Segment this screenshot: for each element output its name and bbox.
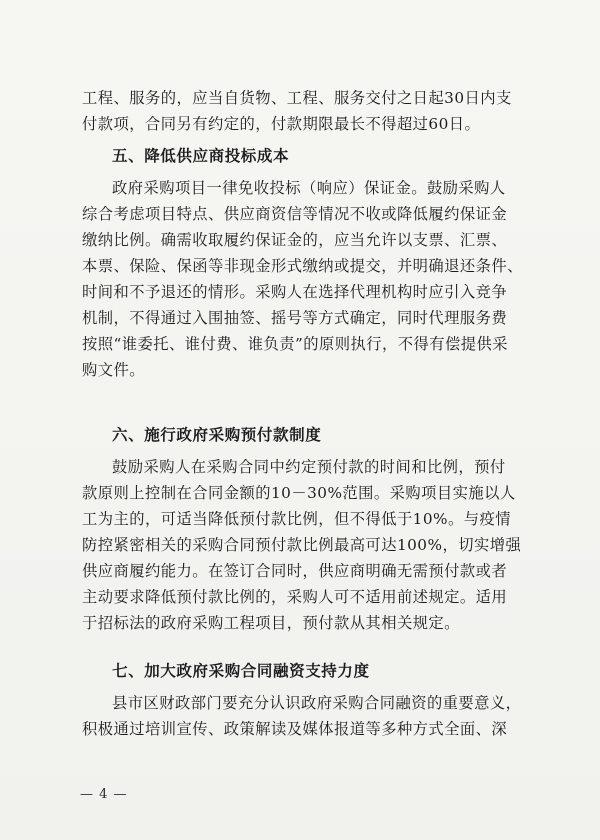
section-6-line: 供应商履约能力。在签订合同时，供应商明确无需预付款或者 bbox=[82, 562, 508, 580]
section-5-line: 购文件。 bbox=[82, 361, 145, 379]
section-5-line: 按照“谁委托、谁付费、谁负责”的原则执行，不得有偿提供采 bbox=[82, 335, 508, 353]
page-number: — 4 — bbox=[80, 787, 128, 802]
section-6-line: 主动要求降低预付款比例的，采购人可不适用前述规定。适用 bbox=[82, 588, 508, 606]
intro-line: 工程、服务的，应当自货物、工程、服务交付之日起30日内支 bbox=[82, 89, 512, 107]
section-6-paragraph bbox=[82, 454, 528, 636]
section-6-line: 工为主的，可适当降低预付款比例，但不得低于10%。与疫情 bbox=[82, 510, 512, 528]
section-6-line: 于招标法的政府采购工程项目，预付款从其相关规定。 bbox=[82, 614, 460, 632]
section-6-heading: 六、施行政府采购预付款制度 bbox=[112, 426, 322, 444]
section-5-paragraph bbox=[82, 175, 528, 383]
section-5-line: 综合考虑项目特点、供应商资信等情况不收或降低履约保证金 bbox=[82, 205, 508, 223]
section-5-line: 机制，不得通过入围抽签、摇号等方式确定，同时代理服务费 bbox=[82, 309, 508, 327]
section-7-line: 积极通过培训宣传、政策解读及媒体报道等多种方式全面、深 bbox=[82, 720, 508, 738]
intro-line: 付款项，合同另有约定的，付款期限最长不得超过60日。 bbox=[82, 115, 481, 133]
section-6-line: 款原则上控制在合同金额的10－30%范围。采购项目实施以人 bbox=[82, 484, 516, 502]
section-5-line: 缴纳比例。确需收取履约保证金的，应当允许以支票、汇票、 bbox=[82, 231, 508, 249]
section-7-paragraph bbox=[82, 690, 528, 742]
section-7-heading: 七、加大政府采购合同融资支持力度 bbox=[112, 662, 370, 680]
section-5-line: 时间和不予退还的情形。采购人在选择代理机构时应引入竞争 bbox=[82, 283, 508, 301]
section-6-line: 鼓励采购人在采购合同中约定预付款的时间和比例，预付 bbox=[112, 458, 506, 476]
section-5-line: 本票、保险、保函等非现金形式缴纳或提交，并明确退还条件、 bbox=[82, 257, 523, 275]
section-5-heading: 五、降低供应商投标成本 bbox=[112, 147, 290, 165]
section-5-line: 政府采购项目一律免收投标（响应）保证金。鼓励采购人 bbox=[112, 179, 506, 197]
intro-paragraph bbox=[82, 85, 528, 137]
section-7-line: 县市区财政部门要充分认识政府采购合同融资的重要意义， bbox=[112, 694, 522, 712]
section-6-line: 防控紧密相关的采购合同预付款比例最高可达100%，切实增强 bbox=[82, 536, 522, 554]
